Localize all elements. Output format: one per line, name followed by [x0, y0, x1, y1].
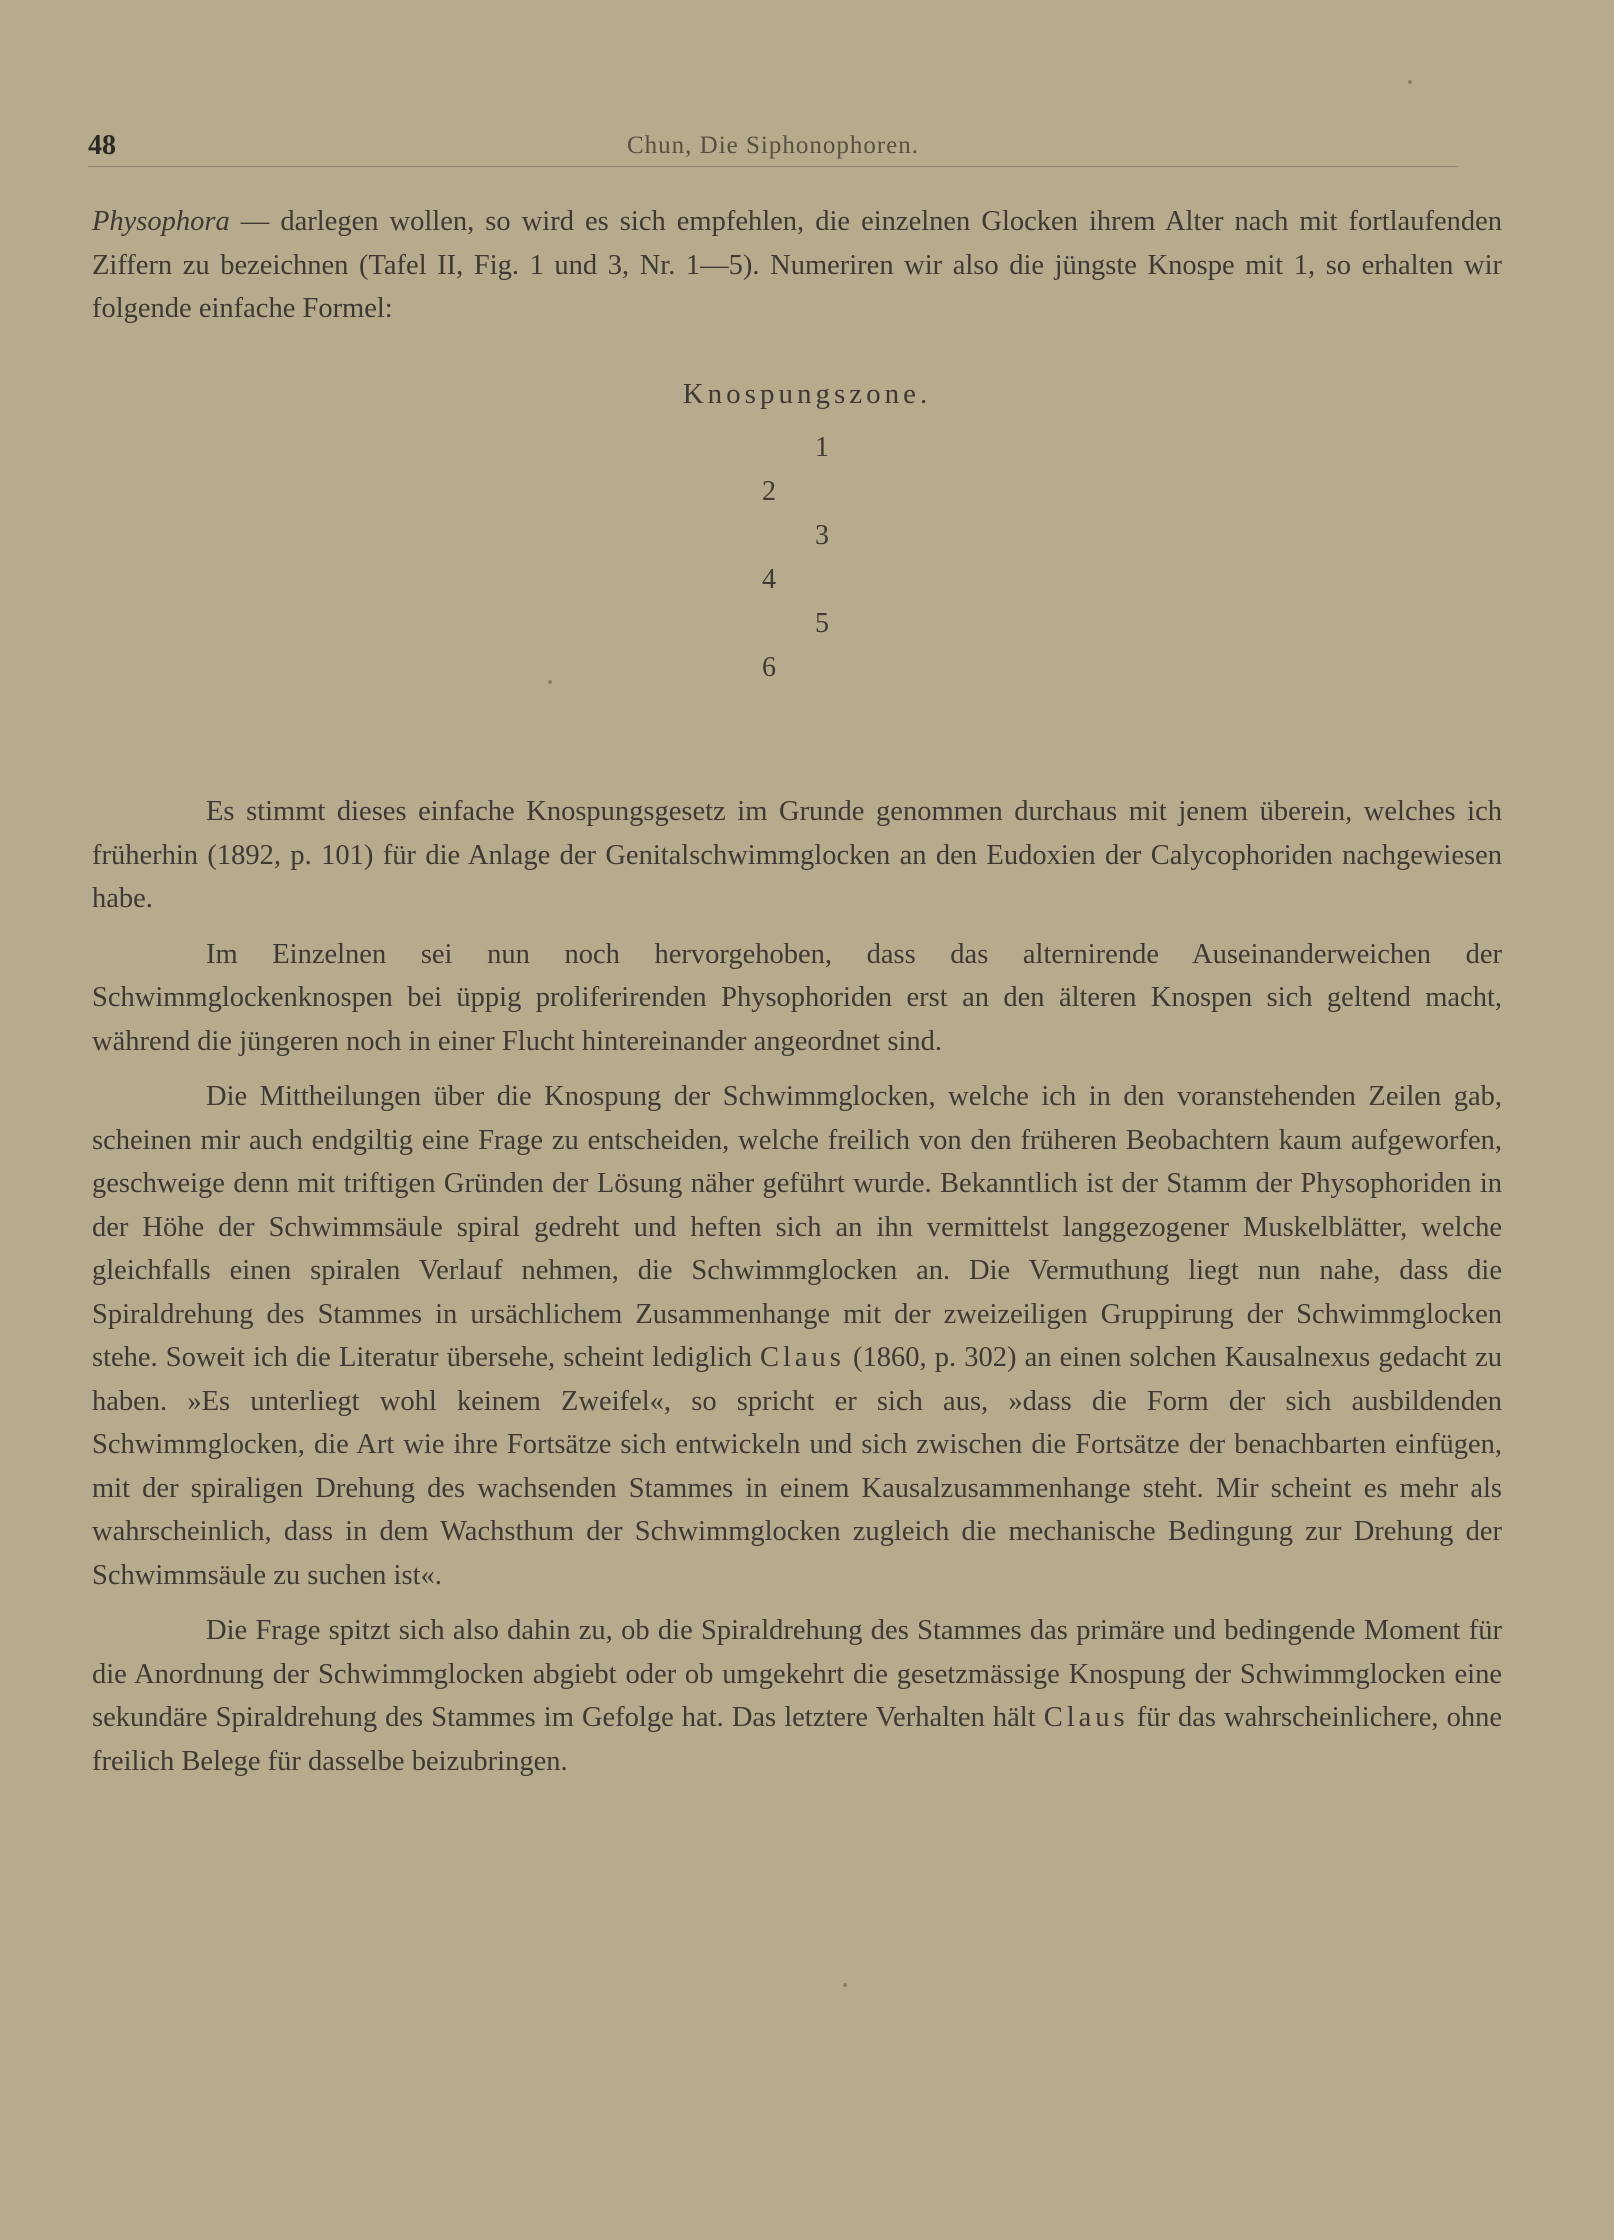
header-rule: [88, 166, 1458, 167]
author-name-claus: Claus: [759, 1342, 845, 1373]
paragraph-3: [92, 1075, 1502, 1597]
intro-genus-name: Physophora: [92, 206, 230, 237]
intro-paragraph: [92, 200, 1502, 331]
author-name-claus: Claus: [1043, 1702, 1129, 1733]
paragraph-2: Im Einzelnen sei nun noch hervorgehoben, dass das alternirende Auseinanderweichen der Schwimmglockenknospen bei üppig proliferirenden Physophoriden erst an den älteren Knospen sich geltend macht, während die jüngeren noch in einer Flucht hintereinander angeordnet sind.: [92, 938, 1502, 1057]
formula-number-4: 4: [762, 564, 776, 595]
paragraph-1: Es stimmt dieses einfache Knospungsgesetz im Grunde genommen durchaus mit jenem überein, welches ich früherhin (1892, p. 101) für die Anlage der Genitalschwimmglocken an den Eudoxien der Calycophoriden nachgewiesen habe.: [92, 796, 1502, 914]
formula-number-3: 3: [815, 520, 829, 551]
main-text: [92, 790, 1502, 1783]
page-header: [88, 124, 1458, 164]
paper-speck: [1408, 80, 1412, 84]
paragraph-3-text-a: Die Mittheilungen über die Knospung der Schwimmglocken, welche ich in den voranstehenden Zeilen gab, scheinen mir auch endgiltig eine Frage zu entscheiden, welche freilich von den früheren Beobachtern kaum aufgeworfen, geschweige denn mit triftigen Gründen der Lösung näher geführt wurde. Bekanntlich ist der Stamm der Physophoriden in der Höhe der Schwimmsäule spiral gedreht und heften sich an ihn vermittelst langgezogener Muskelblätter, welche gleichfalls einen spiralen Verlauf nehmen, die Schwimmglocken an. Die Vermuthung liegt nun nahe, dass die Spiraldrehung des Stammes in ursächlichem Zusammenhange mit der zweizeiligen Gruppirung der Schwimmglocken stehe. Soweit ich die Literatur übersehe, scheint lediglich: [92, 1081, 1502, 1373]
intro-text: — darlegen wollen, so wird es sich empfehlen, die einzelnen Glocken ihrem Alter nach mit fortlaufenden Ziffern zu bezeichnen (Tafel II, Fig. 1 und 3, Nr. 1—5). Numeriren wir also die jüngste Knospe mit 1, so erhalten wir folgende einfache Formel:: [92, 206, 1502, 324]
page-number: 48: [88, 130, 116, 161]
paper-speck: [843, 1983, 847, 1987]
formula-number-5: 5: [815, 608, 829, 639]
formula-number-6: 6: [762, 652, 776, 683]
paper-speck: [548, 680, 552, 684]
paragraph-4-text-a: Die Frage spitzt sich also dahin zu, ob die Spiraldrehung des Stammes das primäre und bedingende Moment für die Anordnung der Schwimmglocken abgiebt oder ob umgekehrt die gesetzmässige Knospung der Schwimmglocken eine sekundäre Spiraldrehung des Stammes im Gefolge hat. Das letztere Verhalten hält: [92, 1615, 1502, 1733]
formula-number-2: 2: [762, 476, 776, 507]
formula-title: Knospungszone.: [682, 378, 932, 410]
paragraph-4-text-b: für das wahrscheinlichere, ohne freilich Belege für dasselbe beizubringen.: [92, 1702, 1502, 1777]
formula-number-1: 1: [815, 432, 829, 463]
paragraph-4: [92, 1609, 1502, 1783]
paragraph-3-text-b: (1860, p. 302) an einen solchen Kausalnexus gedacht zu haben. »Es unterliegt wohl keinem Zweifel«, so spricht er sich aus, »dass die Form der sich ausbildenden Schwimmglocken, die Art wie ihre Fortsätze sich entwickeln und sich zwischen die Fortsätze der benachbarten einfügen, mit der spiraligen Drehung des wachsenden Stammes in einem Kausalzusammenhange steht. Mir scheint es mehr als wahrscheinlich, dass in dem Wachsthum der Schwimmglocken zugleich die mechanische Bedingung zur Drehung der Schwimmsäule zu suchen ist«.: [92, 1342, 1502, 1591]
running-head: Chun, Die Siphonophoren.: [626, 132, 920, 159]
